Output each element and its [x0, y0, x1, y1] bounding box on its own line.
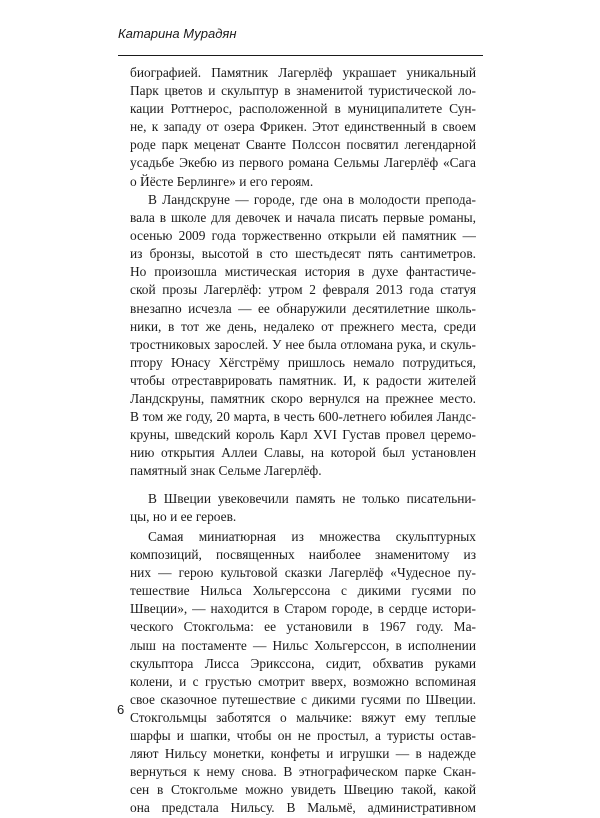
- page-number: 6: [117, 702, 125, 717]
- text-line: Парк цветов и скульптур в знаменитой туристической ло-: [130, 83, 476, 99]
- text-line: внезапно исчезла — ее обнаружили десятилетние школь-: [130, 300, 476, 316]
- paragraph-4: [130, 528, 476, 818]
- text-line: из бронзы, высотой в сто шестьдесят пять сантиметров.: [130, 246, 476, 262]
- paragraph-2: [130, 191, 476, 481]
- text-line: Швеции», — находится в Старом городе, в сердце истори-: [130, 601, 476, 617]
- text-line: она предстала Нильсу. В Мальмё, административном: [130, 800, 476, 816]
- text-line: биографией. Памятник Лагерлёф украшает уникальный: [130, 65, 476, 80]
- text-line: скульптора Лисса Эрикссона, сидит, обхватив руками: [130, 655, 476, 671]
- text-line: композиций, посвященных наиболее знаменитому из: [130, 547, 476, 563]
- text-line: роде парк меценат Сванте Полссон посвятил легендарной: [130, 137, 476, 153]
- text-line: памятный знак Сельме Лагерлёф.: [130, 463, 322, 479]
- header-rule: [118, 55, 483, 56]
- text-line: тешествие Нильса Хольгерссона с дикими гусями по: [130, 583, 476, 599]
- text-line: В Швеции увековечили память не только писательни-: [148, 491, 476, 506]
- text-line: птору Юнасу Хёгстрёму пришлось немало потрудиться,: [130, 354, 476, 370]
- text-line: них — герою культовой сказки Лагерлёф «Чудесное пу-: [130, 565, 476, 581]
- text-line: тростниковых зарослей. У нее была отломана рука, и скуль-: [130, 336, 476, 352]
- running-head: Катарина Мурадян: [118, 26, 237, 41]
- text-line: кации Роттнерос, расположенной в муниципалитете Сун-: [130, 101, 476, 117]
- text-line: осенью 2009 года торжественно открыли ей памятник —: [130, 228, 476, 244]
- text-line: круны, шведский король Карл XVI Густав провел церемо-: [130, 427, 476, 443]
- text-line: Стокгольмцы заботятся о мальчике: вяжут ему теплые: [130, 709, 476, 725]
- text-line: В Ландскруне — городе, где она в молодости препода-: [148, 192, 476, 207]
- text-line: ники, в тот же день, недалеко от прежнего места, среди: [130, 318, 476, 334]
- paragraph-3: [130, 490, 476, 526]
- text-line: не, к западу от озера Фрикен. Этот единственный в своем: [130, 119, 476, 135]
- text-line: В том же году, 20 марта, в честь 600-летнего юбилея Ландс-: [130, 409, 476, 425]
- text-line: ской прозы Лагерлёф: утром 2 февраля 2013 года статуя: [130, 282, 476, 298]
- text-line: чтобы отреставрировать памятник. И, к радости жителей: [130, 372, 476, 388]
- text-line: сен в Стокгольме можно увидеть Швецию такой, какой: [130, 782, 476, 798]
- text-line: вернуться к нему снова. В этнографическом парке Скан-: [130, 764, 476, 780]
- text-line: ляют Нильсу монетки, конфеты и игрушки — в надежде: [130, 746, 476, 762]
- text-line: вала в школе для девочек и начала писать первые романы,: [130, 210, 476, 226]
- text-line: о Йёсте Берлинге» и его героям.: [130, 173, 314, 189]
- text-line: нию открытия Аллеи Славы, на которой был установлен: [130, 445, 476, 461]
- text-line: Самая миниатюрная из множества скульптурных: [148, 529, 476, 544]
- text-line: шарфы и шапки, чтобы он не простыл, а туристы остав-: [130, 728, 476, 744]
- paragraph-1: [130, 64, 476, 191]
- text-line: лыш на постаменте — Нильс Хольгерссон, в исполнении: [130, 637, 476, 653]
- text-line: Ландскруны, памятник скоро вернулся на прежнее место.: [130, 391, 476, 407]
- text-line: цы, но и ее героев.: [130, 509, 237, 525]
- text-line: усадьбе Экебю из первого романа Сельмы Лагерлёф «Сага: [130, 155, 476, 171]
- text-line: свое сказочное путешествие с дикими гусями по Швеции.: [130, 691, 476, 707]
- text-line: колени, и с грустью смотрит вверх, возможно вспоминая: [130, 673, 476, 689]
- text-line: ческого Стокгольма: ее установили в 1967 году. Ма-: [130, 619, 476, 635]
- text-line: Но произошла мистическая история в духе фантастиче-: [130, 264, 476, 280]
